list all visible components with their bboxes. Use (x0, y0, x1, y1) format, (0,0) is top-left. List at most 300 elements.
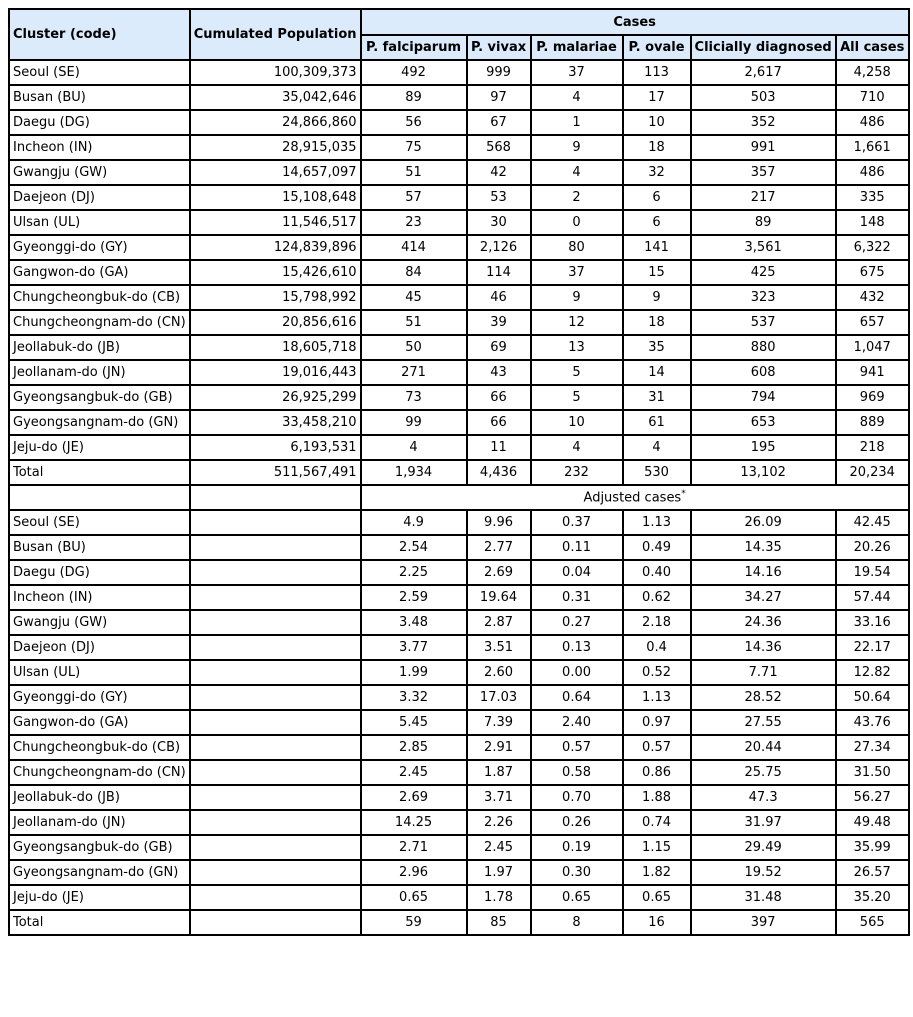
cluster-name: Gyeonggi-do (GY) (9, 235, 190, 260)
adjusted-value: 26.57 (836, 860, 909, 885)
case-value: 486 (836, 160, 909, 185)
table-row (9, 885, 909, 910)
case-value: 195 (691, 435, 836, 460)
population-value: 26,925,299 (190, 385, 361, 410)
case-value: 6 (623, 185, 691, 210)
empty-cell (190, 760, 361, 785)
case-value: 271 (361, 360, 467, 385)
adjusted-value: 0.62 (623, 585, 691, 610)
adjusted-value: 2.18 (623, 610, 691, 635)
case-value: 4,436 (467, 460, 531, 485)
adjusted-value: 0.30 (531, 860, 623, 885)
case-value: 425 (691, 260, 836, 285)
adjusted-value: 7.39 (467, 710, 531, 735)
case-value: 2 (531, 185, 623, 210)
adjusted-value: 35.99 (836, 835, 909, 860)
case-value: 17 (623, 85, 691, 110)
adjusted-value: 1.13 (623, 685, 691, 710)
adjusted-value: 0.11 (531, 535, 623, 560)
case-value: 4 (623, 435, 691, 460)
adjusted-value: 2.96 (361, 860, 467, 885)
cluster-name: Total (9, 910, 190, 935)
adjusted-value: 47.3 (691, 785, 836, 810)
case-value: 14 (623, 360, 691, 385)
case-value: 97 (467, 85, 531, 110)
cluster-name: Ulsan (UL) (9, 210, 190, 235)
cluster-name: Chungcheongnam-do (CN) (9, 760, 190, 785)
case-value: 141 (623, 235, 691, 260)
empty-cell (190, 635, 361, 660)
adjusted-value: 0.40 (623, 560, 691, 585)
adjusted-value: 1.87 (467, 760, 531, 785)
case-value: 4,258 (836, 60, 909, 85)
case-value: 73 (361, 385, 467, 410)
case-value: 1,047 (836, 335, 909, 360)
adjusted-value: 16 (623, 910, 691, 935)
case-value: 148 (836, 210, 909, 235)
header-clinically-diagnosed: Clicially diagnosed (691, 35, 836, 60)
empty-cell (190, 710, 361, 735)
adjusted-value: 2.45 (467, 835, 531, 860)
cluster-name: Jeollanam-do (JN) (9, 810, 190, 835)
case-value: 75 (361, 135, 467, 160)
adjusted-value: 2.60 (467, 660, 531, 685)
table-row (9, 385, 909, 410)
case-value: 99 (361, 410, 467, 435)
cluster-name: Gyeongsangbuk-do (GB) (9, 385, 190, 410)
cluster-name: Chungcheongnam-do (CN) (9, 310, 190, 335)
adjusted-value: 2.26 (467, 810, 531, 835)
empty-cell (9, 485, 190, 510)
case-value: 18 (623, 135, 691, 160)
case-value: 13,102 (691, 460, 836, 485)
case-value: 113 (623, 60, 691, 85)
adjusted-value: 14.36 (691, 635, 836, 660)
empty-cell (190, 610, 361, 635)
table-row (9, 460, 909, 485)
empty-cell (190, 860, 361, 885)
case-value: 218 (836, 435, 909, 460)
adjusted-value: 24.36 (691, 610, 836, 635)
cluster-name: Seoul (SE) (9, 510, 190, 535)
adjusted-value: 0.74 (623, 810, 691, 835)
case-value: 13 (531, 335, 623, 360)
adjusted-value: 43.76 (836, 710, 909, 735)
adjusted-value: 2.91 (467, 735, 531, 760)
adjusted-value: 4.9 (361, 510, 467, 535)
case-value: 794 (691, 385, 836, 410)
population-value: 24,866,860 (190, 110, 361, 135)
adjusted-value: 2.25 (361, 560, 467, 585)
adjusted-value: 3.32 (361, 685, 467, 710)
population-value: 15,798,992 (190, 285, 361, 310)
case-value: 69 (467, 335, 531, 360)
case-value: 9 (623, 285, 691, 310)
adjusted-value: 0.27 (531, 610, 623, 635)
adjusted-value: 0.58 (531, 760, 623, 785)
case-value: 2,126 (467, 235, 531, 260)
table-row (9, 410, 909, 435)
table-row (9, 660, 909, 685)
adjusted-value: 0.65 (361, 885, 467, 910)
cluster-name: Gwangju (GW) (9, 160, 190, 185)
adjusted-value: 33.16 (836, 610, 909, 635)
case-value: 414 (361, 235, 467, 260)
adjusted-value: 0.86 (623, 760, 691, 785)
case-value: 4 (531, 160, 623, 185)
cluster-name: Gwangju (GW) (9, 610, 190, 635)
table-row (9, 735, 909, 760)
adjusted-value: 27.34 (836, 735, 909, 760)
case-value: 352 (691, 110, 836, 135)
cluster-name: Gyeongsangnam-do (GN) (9, 410, 190, 435)
adjusted-value: 35.20 (836, 885, 909, 910)
adjusted-cases-text: Adjusted cases (583, 490, 682, 506)
adjusted-value: 2.54 (361, 535, 467, 560)
cluster-name: Gyeongsangbuk-do (GB) (9, 835, 190, 860)
case-value: 67 (467, 110, 531, 135)
case-value: 492 (361, 60, 467, 85)
adjusted-value: 19.64 (467, 585, 531, 610)
adjusted-value: 14.25 (361, 810, 467, 835)
case-value: 657 (836, 310, 909, 335)
empty-cell (190, 785, 361, 810)
table-row (9, 235, 909, 260)
table-row (9, 60, 909, 85)
case-value: 0 (531, 210, 623, 235)
empty-cell (190, 835, 361, 860)
case-value: 43 (467, 360, 531, 385)
case-value: 30 (467, 210, 531, 235)
population-value: 15,108,648 (190, 185, 361, 210)
cluster-name: Jeollabuk-do (JB) (9, 335, 190, 360)
header-cases-group: Cases (361, 9, 909, 35)
case-value: 608 (691, 360, 836, 385)
case-value: 51 (361, 310, 467, 335)
adjusted-value: 0.19 (531, 835, 623, 860)
adjusted-value: 2.69 (467, 560, 531, 585)
empty-cell (190, 910, 361, 935)
adjusted-value: 28.52 (691, 685, 836, 710)
cluster-name: Incheon (IN) (9, 135, 190, 160)
adjusted-value: 3.71 (467, 785, 531, 810)
case-value: 889 (836, 410, 909, 435)
adjusted-value: 0.70 (531, 785, 623, 810)
case-value: 37 (531, 60, 623, 85)
adjusted-value: 2.40 (531, 710, 623, 735)
adjusted-value: 19.54 (836, 560, 909, 585)
case-value: 39 (467, 310, 531, 335)
adjusted-value: 1.78 (467, 885, 531, 910)
case-value: 4 (531, 435, 623, 460)
adjusted-value: 0.31 (531, 585, 623, 610)
case-value: 880 (691, 335, 836, 360)
table-row (9, 210, 909, 235)
population-value: 33,458,210 (190, 410, 361, 435)
adjusted-value: 0.4 (623, 635, 691, 660)
adjusted-value: 0.00 (531, 660, 623, 685)
empty-cell (190, 735, 361, 760)
cluster-name: Jeju-do (JE) (9, 435, 190, 460)
population-value: 100,309,373 (190, 60, 361, 85)
table-row (9, 510, 909, 535)
cluster-name: Jeollabuk-do (JB) (9, 785, 190, 810)
population-value: 20,856,616 (190, 310, 361, 335)
case-value: 4 (361, 435, 467, 460)
adjusted-value: 2.87 (467, 610, 531, 635)
case-value: 1,934 (361, 460, 467, 485)
empty-cell (190, 560, 361, 585)
adjusted-value: 2.59 (361, 585, 467, 610)
population-value: 511,567,491 (190, 460, 361, 485)
adjusted-value: 19.52 (691, 860, 836, 885)
cluster-name: Gangwon-do (GA) (9, 710, 190, 735)
adjusted-value: 0.97 (623, 710, 691, 735)
case-value: 84 (361, 260, 467, 285)
case-value: 9 (531, 285, 623, 310)
population-value: 6,193,531 (190, 435, 361, 460)
case-value: 37 (531, 260, 623, 285)
adjusted-value: 0.13 (531, 635, 623, 660)
adjusted-value: 0.65 (531, 885, 623, 910)
adjusted-value: 29.49 (691, 835, 836, 860)
adjusted-value: 2.85 (361, 735, 467, 760)
adjusted-value: 50.64 (836, 685, 909, 710)
case-value: 357 (691, 160, 836, 185)
adjusted-value: 0.26 (531, 810, 623, 835)
table-row (9, 710, 909, 735)
cluster-name: Total (9, 460, 190, 485)
adjusted-cases-body (9, 510, 909, 935)
case-value: 23 (361, 210, 467, 235)
case-value: 89 (691, 210, 836, 235)
adjusted-value: 27.55 (691, 710, 836, 735)
table-row (9, 760, 909, 785)
case-value: 42 (467, 160, 531, 185)
header-p-malariae: P. malariae (531, 35, 623, 60)
case-value: 232 (531, 460, 623, 485)
header-p-vivax: P. vivax (467, 35, 531, 60)
case-value: 50 (361, 335, 467, 360)
adjusted-value: 22.17 (836, 635, 909, 660)
adjusted-value: 12.82 (836, 660, 909, 685)
cluster-name: Chungcheongbuk-do (CB) (9, 735, 190, 760)
cluster-name: Daegu (DG) (9, 560, 190, 585)
table-row (9, 810, 909, 835)
case-value: 335 (836, 185, 909, 210)
adjusted-value: 85 (467, 910, 531, 935)
adjusted-value: 1.99 (361, 660, 467, 685)
adjusted-value: 9.96 (467, 510, 531, 535)
case-value: 114 (467, 260, 531, 285)
case-value: 20,234 (836, 460, 909, 485)
adjusted-value: 2.69 (361, 785, 467, 810)
cluster-name: Gangwon-do (GA) (9, 260, 190, 285)
case-value: 530 (623, 460, 691, 485)
case-value: 323 (691, 285, 836, 310)
case-value: 503 (691, 85, 836, 110)
adjusted-value: 3.51 (467, 635, 531, 660)
adjusted-value: 0.65 (623, 885, 691, 910)
adjusted-value: 14.35 (691, 535, 836, 560)
header-population: Cumulated Population (190, 9, 361, 60)
malaria-cases-table (8, 8, 910, 936)
case-value: 9 (531, 135, 623, 160)
case-value: 51 (361, 160, 467, 185)
population-value: 28,915,035 (190, 135, 361, 160)
case-value: 4 (531, 85, 623, 110)
case-value: 537 (691, 310, 836, 335)
adjusted-value: 0.37 (531, 510, 623, 535)
header-cluster: Cluster (code) (9, 9, 190, 60)
case-value: 46 (467, 285, 531, 310)
table-row (9, 85, 909, 110)
table-row (9, 685, 909, 710)
case-value: 66 (467, 410, 531, 435)
case-value: 57 (361, 185, 467, 210)
adjusted-cases-label (361, 485, 909, 510)
header-p-ovale: P. ovale (623, 35, 691, 60)
table-row (9, 285, 909, 310)
case-value: 486 (836, 110, 909, 135)
cluster-name: Jeollanam-do (JN) (9, 360, 190, 385)
case-value: 6 (623, 210, 691, 235)
adjusted-value: 0.04 (531, 560, 623, 585)
cluster-name: Busan (BU) (9, 535, 190, 560)
table-row (9, 910, 909, 935)
table-row (9, 835, 909, 860)
table-row (9, 860, 909, 885)
adjusted-value: 49.48 (836, 810, 909, 835)
table-row (9, 560, 909, 585)
case-value: 999 (467, 60, 531, 85)
adjusted-value: 26.09 (691, 510, 836, 535)
case-value: 31 (623, 385, 691, 410)
table-row (9, 335, 909, 360)
adjusted-value: 0.52 (623, 660, 691, 685)
cluster-name: Gyeonggi-do (GY) (9, 685, 190, 710)
population-value: 15,426,610 (190, 260, 361, 285)
adjusted-value: 25.75 (691, 760, 836, 785)
case-value: 10 (623, 110, 691, 135)
case-value: 66 (467, 385, 531, 410)
empty-cell (190, 885, 361, 910)
population-value: 11,546,517 (190, 210, 361, 235)
adjusted-value: 20.44 (691, 735, 836, 760)
adjusted-value: 1.88 (623, 785, 691, 810)
case-value: 653 (691, 410, 836, 435)
cluster-name: Busan (BU) (9, 85, 190, 110)
table-row (9, 610, 909, 635)
adjusted-value: 42.45 (836, 510, 909, 535)
adjusted-value: 0.64 (531, 685, 623, 710)
case-value: 89 (361, 85, 467, 110)
case-value: 969 (836, 385, 909, 410)
adjusted-section-header (9, 485, 909, 510)
case-value: 432 (836, 285, 909, 310)
cluster-name: Jeju-do (JE) (9, 885, 190, 910)
table-row (9, 360, 909, 385)
case-value: 32 (623, 160, 691, 185)
table-row (9, 260, 909, 285)
adjusted-value: 17.03 (467, 685, 531, 710)
adjusted-value: 8 (531, 910, 623, 935)
table-row (9, 110, 909, 135)
population-value: 124,839,896 (190, 235, 361, 260)
case-value: 56 (361, 110, 467, 135)
case-value: 217 (691, 185, 836, 210)
case-value: 5 (531, 360, 623, 385)
cluster-name: Chungcheongbuk-do (CB) (9, 285, 190, 310)
case-value: 6,322 (836, 235, 909, 260)
cluster-name: Incheon (IN) (9, 585, 190, 610)
cluster-name: Daejeon (DJ) (9, 635, 190, 660)
case-value: 12 (531, 310, 623, 335)
adjusted-value: 2.45 (361, 760, 467, 785)
adjusted-value: 57.44 (836, 585, 909, 610)
table-row (9, 535, 909, 560)
case-value: 3,561 (691, 235, 836, 260)
case-value: 11 (467, 435, 531, 460)
adjusted-value: 2.77 (467, 535, 531, 560)
adjusted-value: 2.71 (361, 835, 467, 860)
cluster-name: Daegu (DG) (9, 110, 190, 135)
case-value: 2,617 (691, 60, 836, 85)
cluster-name: Daejeon (DJ) (9, 185, 190, 210)
adjusted-value: 397 (691, 910, 836, 935)
adjusted-value: 1.13 (623, 510, 691, 535)
case-value: 1,661 (836, 135, 909, 160)
case-value: 35 (623, 335, 691, 360)
empty-cell (190, 535, 361, 560)
adjusted-value: 7.71 (691, 660, 836, 685)
table-row (9, 785, 909, 810)
cluster-name: Ulsan (UL) (9, 660, 190, 685)
adjusted-value: 565 (836, 910, 909, 935)
case-value: 941 (836, 360, 909, 385)
table-row (9, 160, 909, 185)
case-value: 568 (467, 135, 531, 160)
cluster-name: Gyeongsangnam-do (GN) (9, 860, 190, 885)
empty-cell (190, 585, 361, 610)
adjusted-value: 20.26 (836, 535, 909, 560)
table-row (9, 310, 909, 335)
empty-cell (190, 685, 361, 710)
case-value: 61 (623, 410, 691, 435)
adjusted-value: 0.57 (531, 735, 623, 760)
population-value: 19,016,443 (190, 360, 361, 385)
case-value: 10 (531, 410, 623, 435)
adjusted-value: 3.48 (361, 610, 467, 635)
case-value: 5 (531, 385, 623, 410)
adjusted-value: 31.48 (691, 885, 836, 910)
table-row (9, 635, 909, 660)
population-value: 35,042,646 (190, 85, 361, 110)
adjusted-value: 14.16 (691, 560, 836, 585)
empty-cell (190, 660, 361, 685)
adjusted-value: 3.77 (361, 635, 467, 660)
adjusted-value: 1.15 (623, 835, 691, 860)
adjusted-value: 31.97 (691, 810, 836, 835)
case-value: 1 (531, 110, 623, 135)
adjusted-value: 56.27 (836, 785, 909, 810)
empty-cell (190, 510, 361, 535)
header-all-cases: All cases (836, 35, 909, 60)
case-value: 45 (361, 285, 467, 310)
case-value: 53 (467, 185, 531, 210)
case-value: 18 (623, 310, 691, 335)
table-row (9, 585, 909, 610)
